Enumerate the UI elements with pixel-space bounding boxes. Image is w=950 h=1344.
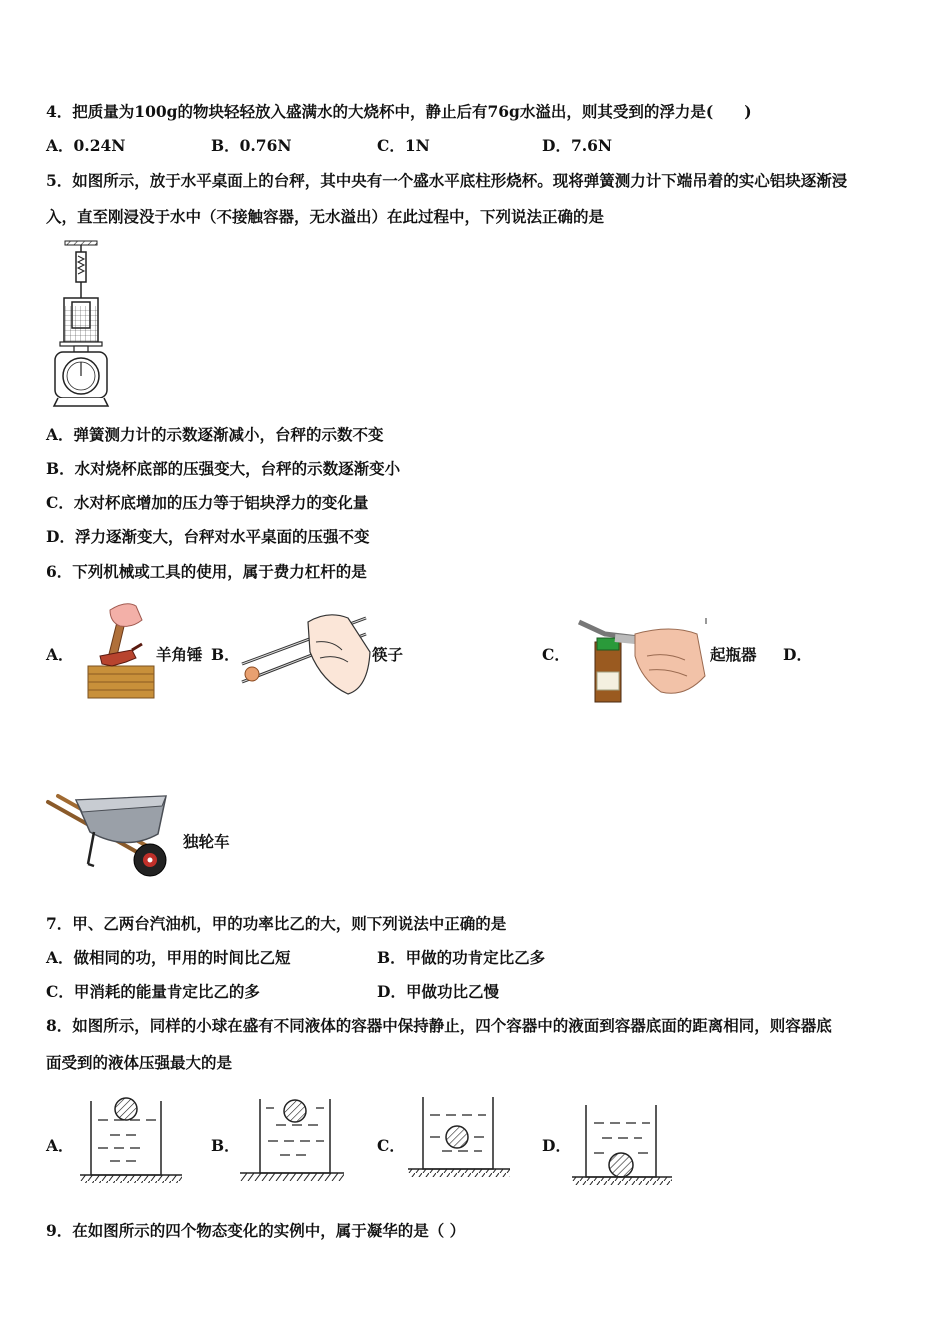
q8-stem-line1: 8．如图所示，同样的小球在盛有不同液体的容器中保持静止，四个容器中的液面到容器底面的距离相同，则容器底	[46, 1016, 832, 1035]
q4-option-c[interactable]: C．1N	[377, 136, 430, 155]
container-a-figure	[80, 1093, 184, 1187]
q6-option-b-letter[interactable]: B．	[211, 645, 240, 664]
q8-option-d-letter[interactable]: D．	[542, 1136, 571, 1155]
q6-tool-name-a: 羊角锤	[156, 645, 203, 664]
hammer-image	[86, 600, 156, 700]
q6-tool-name-d: 独轮车	[183, 832, 230, 851]
q8-stem-line2: 面受到的液体压强最大的是	[46, 1053, 233, 1072]
q5-stem-line2: 入，直至刚浸没于水中（不接触容器，无水溢出）在此过程中，下列说法正确的是	[46, 207, 605, 226]
q7-option-d[interactable]: D．甲做功比乙慢	[377, 982, 499, 1001]
q5-stem-line1: 5．如图所示，放于水平桌面上的台秤，其中央有一个盛水平底柱形烧杯。现将弹簧测力计下端吊着的实心铝块逐渐浸	[46, 171, 848, 190]
wheelbarrow-image	[46, 790, 178, 884]
q6-option-c-letter[interactable]: C．	[542, 645, 570, 664]
q4-option-a[interactable]: A．0.24N	[46, 136, 126, 155]
q5-option-d[interactable]: D．浮力逐渐变大，台秤对水平桌面的压强不变	[46, 527, 370, 546]
q8-option-a-letter[interactable]: A．	[46, 1136, 74, 1155]
q4-stem: 4．把质量为100g的物块轻轻放入盛满水的大烧杯中，静止后有76g水溢出，则其受到的浮力是( )	[46, 102, 752, 121]
q5-option-c[interactable]: C．水对杯底增加的压力等于铝块浮力的变化量	[46, 493, 369, 512]
q8-option-b-letter[interactable]: B．	[211, 1136, 240, 1155]
container-c-figure	[408, 1093, 512, 1187]
q7-option-c[interactable]: C．甲消耗的能量肯定比乙的多	[46, 982, 260, 1001]
container-b-figure	[240, 1093, 346, 1187]
q4-option-d[interactable]: D．7.6N	[542, 136, 613, 155]
q9-stem: 9．在如图所示的四个物态变化的实例中，属于凝华的是（ ）	[46, 1221, 466, 1240]
bottle-opener-image	[575, 616, 710, 702]
q8-option-c-letter[interactable]: C．	[377, 1136, 405, 1155]
q6-tool-name-c: 起瓶器	[710, 645, 757, 664]
q4-option-b[interactable]: B．0.76N	[211, 136, 292, 155]
q6-stem: 6．下列机械或工具的使用，属于费力杠杆的是	[46, 562, 367, 581]
q5-option-a[interactable]: A．弹簧测力计的示数逐渐减小，台秤的示数不变	[46, 425, 384, 444]
q7-option-a[interactable]: A．做相同的功，甲用的时间比乙短	[46, 948, 291, 967]
q6-option-a-letter[interactable]: A．	[46, 645, 74, 664]
q7-stem: 7．甲、乙两台汽油机，甲的功率比乙的大，则下列说法中正确的是	[46, 914, 507, 933]
q5-scale-figure	[50, 240, 120, 410]
chopsticks-image	[238, 612, 372, 702]
q6-tool-name-b: 筷子	[372, 645, 404, 664]
q6-option-d-letter[interactable]: D．	[783, 645, 812, 664]
q7-option-b[interactable]: B．甲做的功肯定比乙多	[377, 948, 546, 967]
q5-option-b[interactable]: B．水对烧杯底部的压强变大，台秤的示数逐渐变小	[46, 459, 401, 478]
container-d-figure	[572, 1093, 676, 1189]
